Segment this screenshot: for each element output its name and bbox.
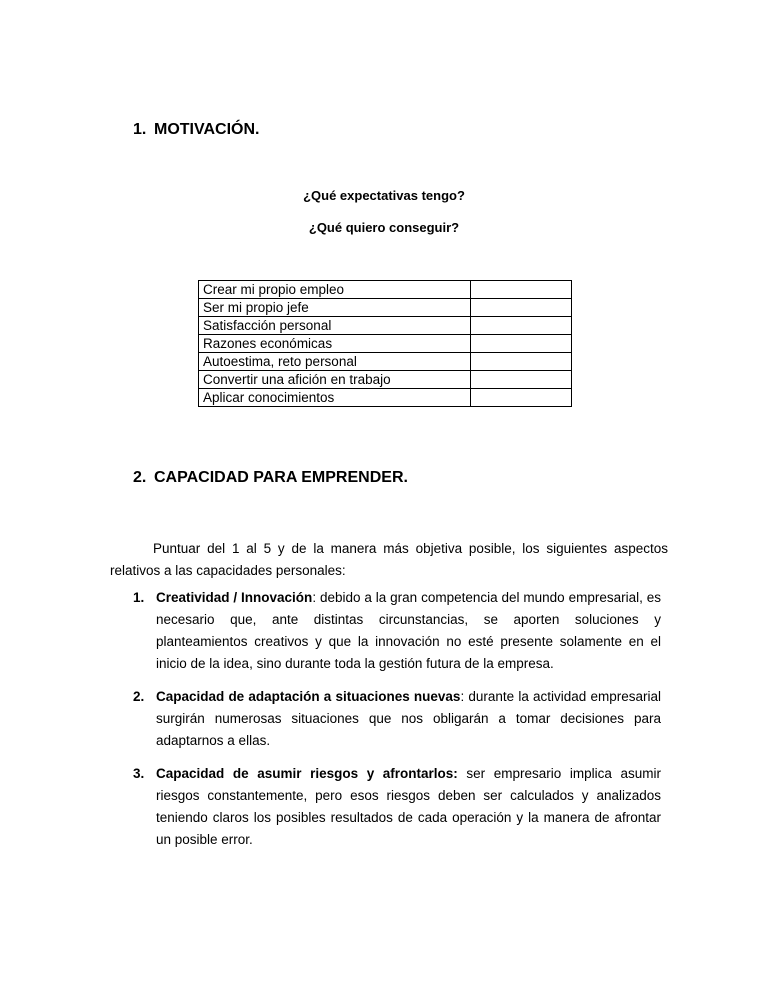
section-1-number: 1. [133, 121, 147, 138]
item-number: 3. [133, 766, 145, 781]
section-2-number: 2. [133, 469, 147, 486]
table-row [199, 335, 572, 353]
motivation-label: Convertir una afición en trabajo [199, 371, 471, 389]
list-item [133, 686, 661, 752]
item-separator: : [460, 689, 465, 704]
item-text: durante la actividad empresarial surgirán numerosas situaciones que nos obligarán a tomar decisiones para adaptarnos a ellas. [156, 689, 661, 748]
table-row [199, 299, 572, 317]
item-term: Capacidad de asumir riesgos y afrontarlos: [156, 766, 458, 781]
score-cell[interactable] [471, 281, 572, 299]
item-number: 2. [133, 689, 145, 704]
section-2-heading [133, 469, 408, 487]
motivation-label: Aplicar conocimientos [199, 389, 471, 407]
table-row [199, 371, 572, 389]
capabilities-list [133, 587, 661, 862]
item-term: Capacidad de adaptación a situaciones nuevas [156, 689, 461, 704]
item-text: debido a la gran competencia del mundo empresarial, es necesario que, ante distintas circunstancias, se aporten soluciones y planteamientos creativos y que la innovación no esté presente solamente en el inicio de la idea, sino durante toda la gestión futura de la empresa. [156, 590, 661, 671]
score-cell[interactable] [471, 299, 572, 317]
table-row [199, 389, 572, 407]
item-separator: : [312, 590, 317, 605]
motivation-label: Autoestima, reto personal [199, 353, 471, 371]
motivation-label: Satisfacción personal [199, 317, 471, 335]
question-expectations: ¿Qué expectativas tengo? [303, 188, 465, 203]
table-row [199, 317, 572, 335]
score-cell[interactable] [471, 353, 572, 371]
score-cell[interactable] [471, 317, 572, 335]
score-cell[interactable] [471, 389, 572, 407]
item-number: 1. [133, 590, 145, 605]
motivation-label: Crear mi propio empleo [199, 281, 471, 299]
motivation-label: Razones económicas [199, 335, 471, 353]
motivation-table [198, 280, 572, 407]
intro-paragraph: Puntuar del 1 al 5 y de la manera más objetiva posible, los siguientes aspectos relativos a las capacidades personales: [110, 541, 668, 578]
score-cell[interactable] [471, 371, 572, 389]
section-1-heading [133, 121, 259, 139]
table-row [199, 281, 572, 299]
question-goals: ¿Qué quiero conseguir? [308, 220, 460, 235]
item-term: Creatividad / Innovación [156, 590, 313, 605]
score-cell[interactable] [471, 335, 572, 353]
list-item [133, 587, 661, 675]
motivation-label: Ser mi propio jefe [199, 299, 471, 317]
section-1-title: MOTIVACIÓN. [154, 121, 260, 138]
list-item [133, 763, 661, 851]
section-2-title: CAPACIDAD PARA EMPRENDER. [154, 469, 408, 486]
table-row [199, 353, 572, 371]
item-text: ser empresario implica asumir riesgos constantemente, pero esos riesgos deben ser calculados y analizados teniendo claros los posibles resultados de cada operación y la manera de afrontar un posible error. [156, 766, 661, 847]
